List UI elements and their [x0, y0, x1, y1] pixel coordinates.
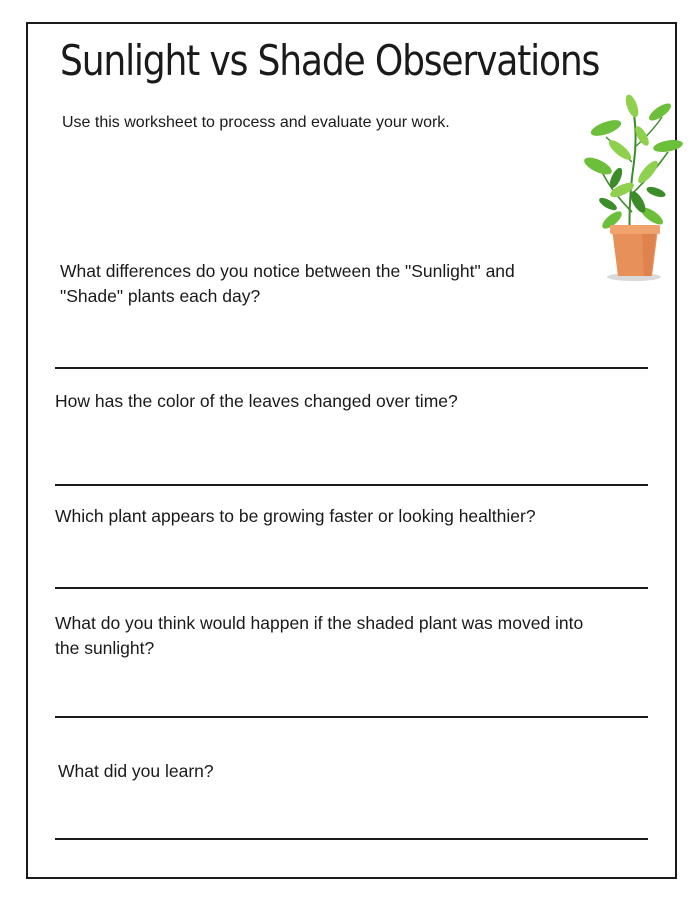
- question-1-line-2: "Shade" plants each day?: [60, 286, 261, 306]
- answer-line-1[interactable]: [55, 367, 648, 369]
- question-2: [55, 389, 635, 414]
- question-3-line-1: Which plant appears to be growing faster or looking healthier?: [55, 506, 536, 526]
- answer-line-2[interactable]: [55, 484, 648, 486]
- answer-line-3[interactable]: [55, 587, 648, 589]
- question-5: [58, 759, 638, 784]
- question-3: [55, 504, 635, 529]
- question-1-line-1: What differences do you notice between the "Sunlight" and: [60, 261, 515, 281]
- question-4: [55, 611, 645, 661]
- question-2-line-1: How has the color of the leaves changed over time?: [55, 391, 458, 411]
- question-1: [60, 259, 560, 309]
- question-4-line-1: What do you think would happen if the shaded plant was moved into: [55, 613, 584, 633]
- question-4-line-2: the sunlight?: [55, 638, 155, 658]
- answer-line-5[interactable]: [55, 838, 648, 840]
- question-5-line-1: What did you learn?: [58, 761, 214, 781]
- worksheet-title: Sunlight vs Shade Observations: [60, 36, 600, 85]
- potted-plant-icon: [572, 92, 684, 284]
- answer-line-4[interactable]: [55, 716, 648, 718]
- worksheet-subtitle: Use this worksheet to process and evaluate your work.: [62, 114, 450, 131]
